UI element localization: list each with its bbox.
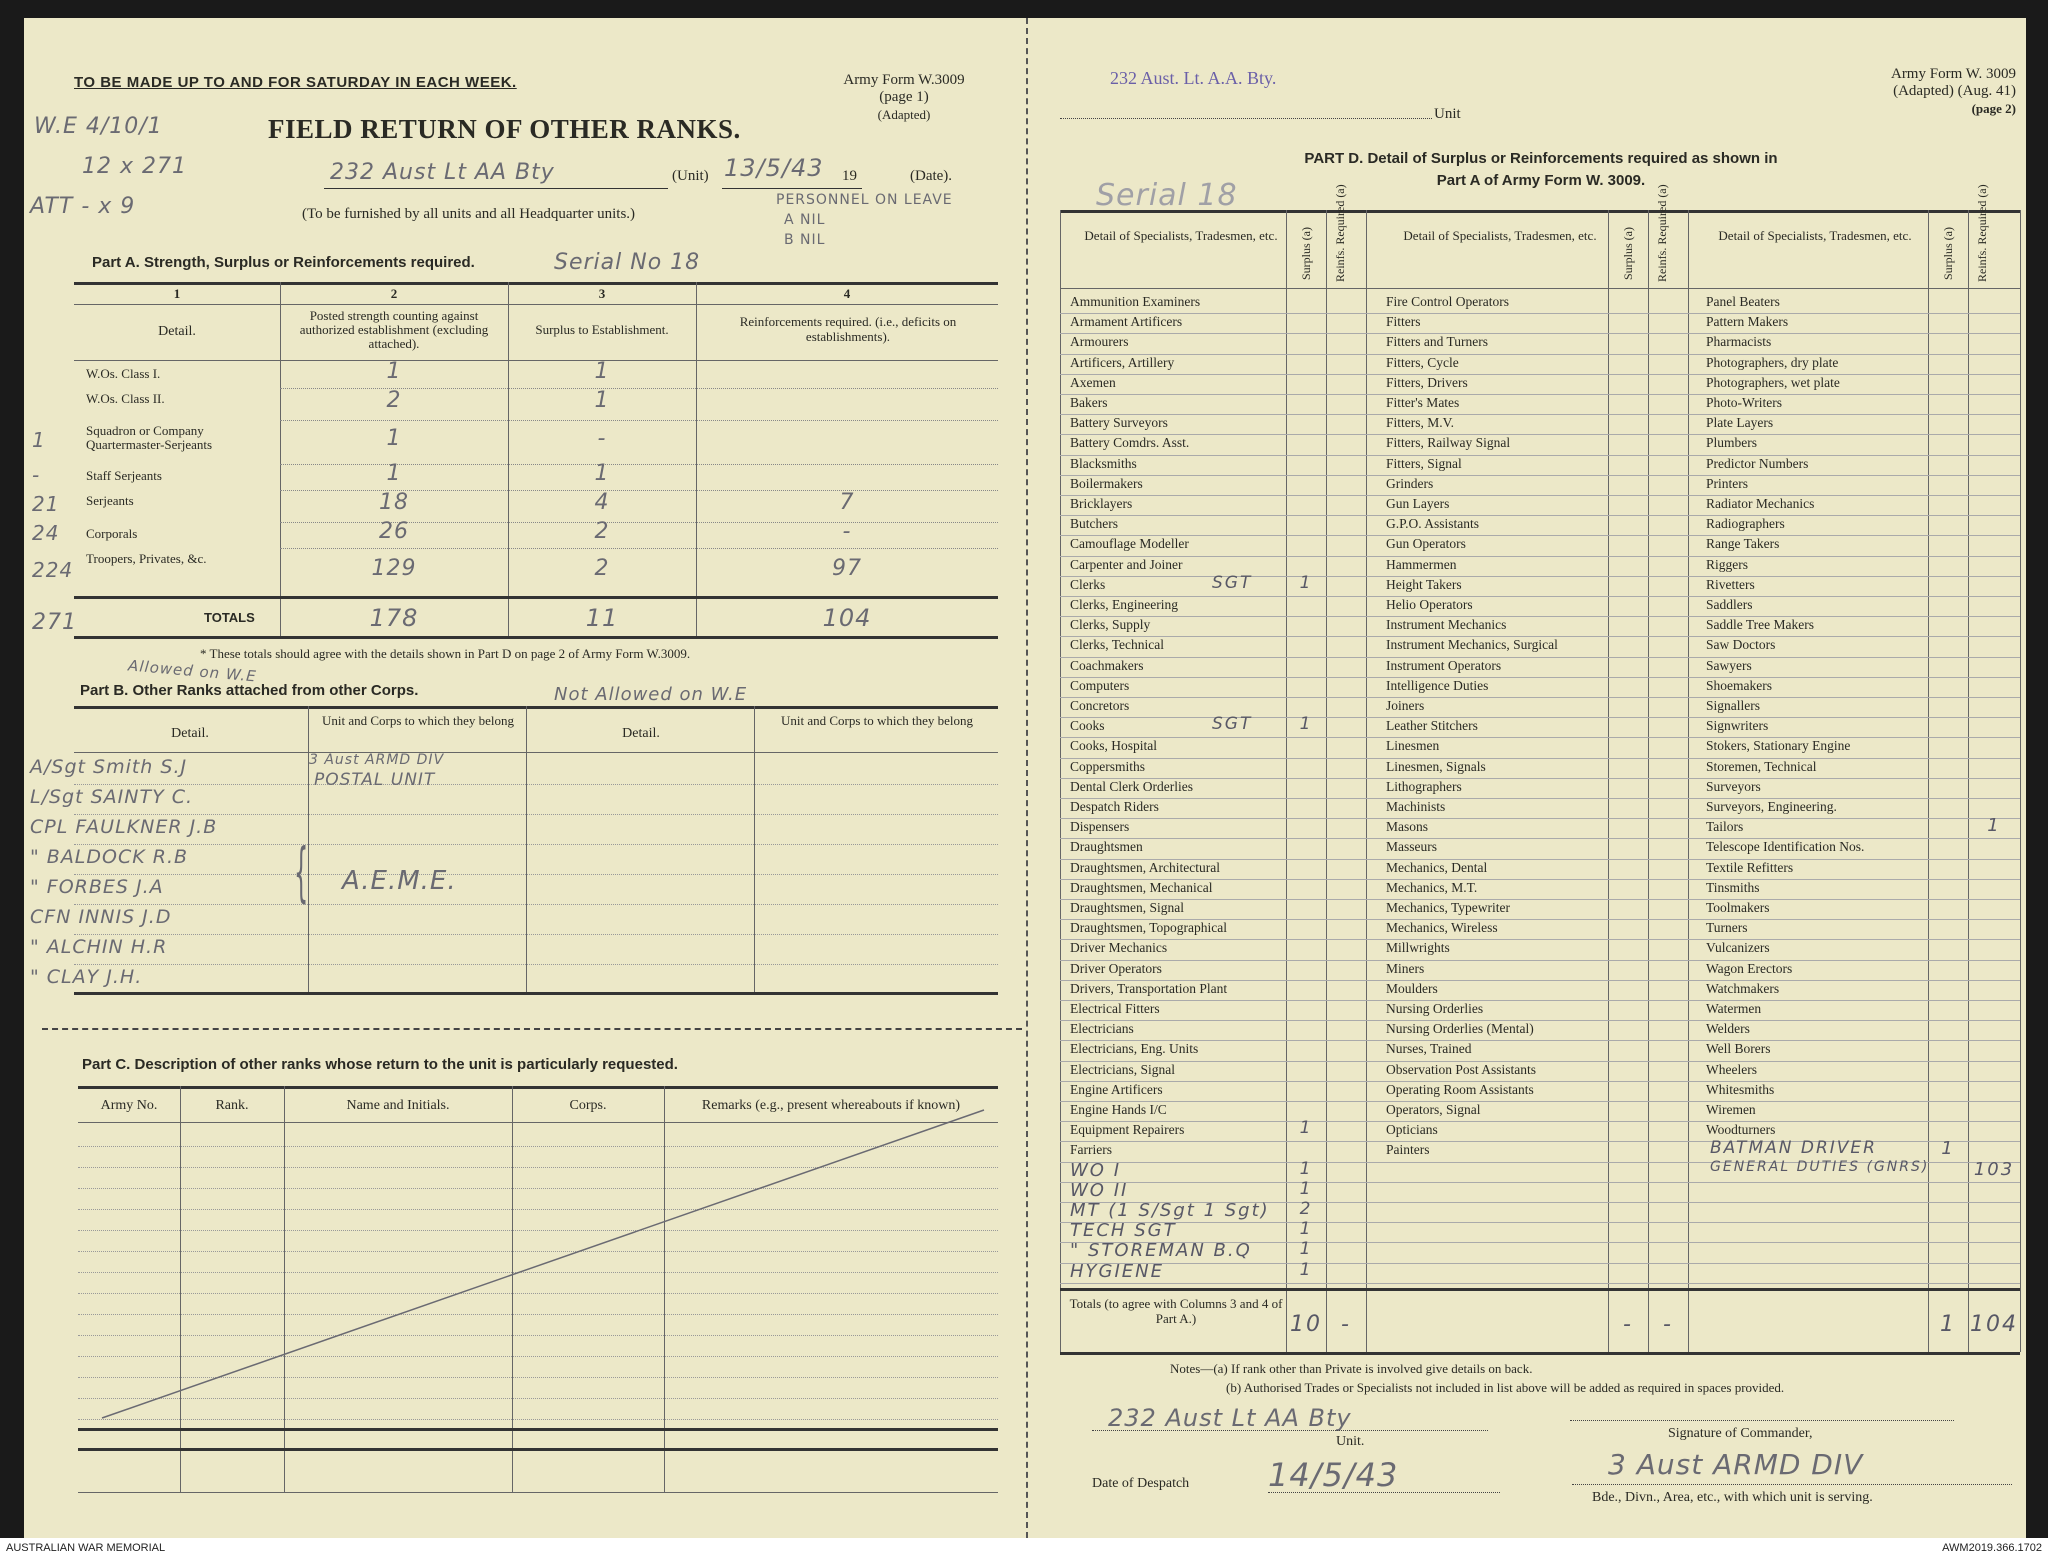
row-margin-note: 21 <box>32 492 60 516</box>
trade-surplus: 1 <box>1299 1219 1313 1240</box>
unit-label-2: Unit <box>1434 106 1461 122</box>
page-number: (page 1) <box>879 89 929 105</box>
row-posted: 129 <box>371 556 417 581</box>
part-d-subtitle: Part A of Army Form W. 3009. <box>1436 172 1646 189</box>
trade-col1: Draughtsmen <box>1070 839 1143 855</box>
trade-col3: Watermen <box>1706 1001 1762 1016</box>
extra-trade-col1: TECH SGT <box>1070 1220 1177 1242</box>
trade-col1: Cooks <box>1070 718 1105 734</box>
trade-col1: Concretors <box>1070 698 1130 713</box>
trade-col1: Computers <box>1070 677 1130 693</box>
part-b-header-unit-2: Unit and Corps to which they belong <box>780 713 974 728</box>
page-1 <box>24 18 1018 1538</box>
trade-col3: Shoemakers <box>1706 677 1772 693</box>
trade-surplus: 2 <box>1299 1199 1313 1219</box>
trade-col3: Wheelers <box>1706 1061 1757 1077</box>
extra-trade-col3: BATMAN DRIVER <box>1710 1138 1877 1159</box>
adapted-label-2: (Adapted) (Aug. 41) <box>1893 83 2016 99</box>
detail-header: Detail of Specialists, Tradesmen, etc. <box>1718 228 1912 243</box>
page-2 <box>1036 18 2026 1538</box>
part-b-unit-2: POSTAL UNIT <box>314 770 436 790</box>
col-num-1: 1 <box>173 286 181 301</box>
row-detail: Squadron or Company Quartermaster-Serjeants <box>86 423 213 452</box>
trade-col2: Height Takers <box>1386 576 1462 592</box>
trade-col1: Battery Surveyors <box>1070 415 1168 431</box>
trade-col3: Vulcanizers <box>1706 940 1770 956</box>
attached-entry: A/Sgt Smith S.J <box>30 756 188 778</box>
page-title: FIELD RETURN OF OTHER RANKS. <box>268 114 741 144</box>
totals-posted: 178 <box>369 604 419 632</box>
trade-col2: Instrument Mechanics <box>1386 617 1507 633</box>
margin-note-strength: 12 x 271 <box>82 154 187 179</box>
trade-col3: Toolmakers <box>1706 900 1770 915</box>
trade-col3: Stokers, Stationary Engine <box>1706 738 1851 754</box>
row-detail: Staff Serjeants <box>86 468 162 483</box>
division-handwritten: 3 Aust ARMD DIV <box>1608 1448 1864 1481</box>
footer-right: AWM2019.366.1702 <box>1942 1542 2042 1554</box>
extra-trade-col3: GENERAL DUTIES (GNRS) <box>1710 1158 1930 1175</box>
trade-col2: Fitter's Mates <box>1386 395 1460 410</box>
trade-col2: Linesmen, Signals <box>1386 758 1486 774</box>
row-detail: Serjeants <box>86 493 134 508</box>
total-value: 104 <box>1970 1312 2018 1337</box>
trade-col2: Gun Layers <box>1386 496 1450 511</box>
trade-col2: Nursing Orderlies (Mental) <box>1386 1021 1534 1037</box>
attached-entry: L/Sgt SAINTY C. <box>30 786 194 808</box>
col-num-4: 4 <box>843 286 851 301</box>
page-number-2: (page 2) <box>1971 101 2016 116</box>
trade-col1: Dispensers <box>1070 819 1130 835</box>
trade-col3: Tinsmiths <box>1706 879 1760 895</box>
total-value: - <box>1341 1312 1351 1337</box>
trade-col3: Range Takers <box>1706 536 1780 552</box>
trade-col1: Clerks <box>1070 576 1106 592</box>
trade-col3: Saw Doctors <box>1706 637 1776 653</box>
trade-col1: Camouflage Modeller <box>1070 536 1189 552</box>
header-surplus: Surplus to Establishment. <box>535 322 669 337</box>
total-value: - <box>1663 1312 1673 1337</box>
trade-col3: Photographers, dry plate <box>1706 354 1839 370</box>
trade-surplus: 1 <box>1299 1239 1313 1260</box>
despatch-label: Date of Despatch <box>1092 1476 1190 1491</box>
row-surplus: - <box>597 426 607 451</box>
trade-col2: G.P.O. Assistants <box>1386 516 1480 532</box>
trade-col3: Signallers <box>1706 698 1760 713</box>
trade-col3: Signwriters <box>1706 718 1769 734</box>
part-d-title: PART D. Detail of Surplus or Reinforcements required as shown in <box>1304 150 1778 167</box>
row-detail: W.Os. Class I. <box>86 366 161 381</box>
part-b-header-detail-2: Detail. <box>622 726 660 741</box>
attached-entry: CPL FAULKNER J.B <box>30 816 218 838</box>
extra-trade-col1: MT (1 S/Sgt 1 Sgt) <box>1070 1200 1270 1221</box>
row-margin-note: 24 <box>32 521 60 545</box>
trade-col2: Joiners <box>1386 698 1425 713</box>
col-num-3: 3 <box>598 286 606 301</box>
trade-col2: Millwrights <box>1386 940 1450 956</box>
trade-col2: Fitters, Drivers <box>1386 374 1468 390</box>
row-reinforcements: - <box>842 519 852 544</box>
part-c-header-corps: Corps. <box>569 1098 607 1113</box>
trade-col1: Armourers <box>1070 334 1129 350</box>
trade-col2: Grinders <box>1386 475 1434 491</box>
row-margin-note: 1 <box>32 428 46 452</box>
trade-col2: Operating Room Assistants <box>1386 1081 1534 1097</box>
form-sheet <box>24 18 2026 1538</box>
trade-col2: Moulders <box>1386 980 1438 996</box>
header-detail: Detail. <box>158 324 196 339</box>
extra-trade-col1: WO II <box>1070 1179 1129 1201</box>
trade-col2: Fitters, Signal <box>1386 455 1462 471</box>
part-c-header-name: Name and Initials. <box>346 1098 450 1113</box>
trade-col3: Pharmacists <box>1706 334 1772 350</box>
trade-col1: Electrical Fitters <box>1070 1001 1160 1016</box>
trade-note: SGT <box>1212 714 1253 735</box>
trade-col2: Helio Operators <box>1386 597 1473 612</box>
trade-surplus: 1 <box>1299 1178 1313 1199</box>
leave-note: PERSONNEL ON LEAVE <box>776 192 953 208</box>
trade-surplus: 1 <box>1299 1158 1313 1179</box>
trade-col1: Drivers, Transportation Plant <box>1070 980 1228 996</box>
trade-col2: Machinists <box>1386 799 1446 814</box>
trade-col3: Saddlers <box>1706 597 1753 612</box>
trade-col1: Butchers <box>1070 516 1118 532</box>
trade-col1: Coachmakers <box>1070 657 1144 673</box>
trade-col3: Storemen, Technical <box>1706 758 1817 774</box>
part-b-title: Part B. Other Ranks attached from other Corps. <box>80 682 419 699</box>
trade-col3: Panel Beaters <box>1706 294 1780 309</box>
trade-col1: Equipment Repairers <box>1070 1122 1185 1138</box>
trade-col1: Clerks, Technical <box>1070 637 1165 653</box>
trade-col3: Plate Layers <box>1706 415 1774 431</box>
row-posted: 1 <box>386 359 402 384</box>
trade-col3: Well Borers <box>1706 1041 1771 1057</box>
trade-col2: Masons <box>1386 819 1429 835</box>
part-c-header-remarks: Remarks (e.g., present whereabouts if known) <box>701 1098 961 1113</box>
part-c-header-rank: Rank. <box>215 1098 249 1113</box>
trade-col3: Pattern Makers <box>1706 314 1789 330</box>
trade-col3: Surveyors <box>1706 778 1761 794</box>
attached-entry: CFN INNIS J.D <box>30 906 172 928</box>
trade-col3: Textile Refitters <box>1706 859 1794 875</box>
totals-margin: 271 <box>32 610 77 635</box>
row-margin-note: 224 <box>32 558 74 582</box>
trade-col2: Leather Stitchers <box>1386 718 1478 734</box>
furnished-note: (To be furnished by all units and all Headquarter units.) <box>302 206 636 222</box>
surplus-header: Surplus (a) <box>1941 227 1955 280</box>
part-b-header-detail: Detail. <box>171 726 209 741</box>
detail-header: Detail of Specialists, Tradesmen, etc. <box>1403 228 1597 243</box>
trade-col3: Printers <box>1706 475 1748 491</box>
unit-signature-label: Unit. <box>1336 1434 1365 1449</box>
trade-col1: Farriers <box>1070 1142 1112 1158</box>
footer-left: AUSTRALIAN WAR MEMORIAL <box>6 1542 166 1554</box>
trade-col2: Nurses, Trained <box>1386 1041 1472 1057</box>
row-surplus: 1 <box>594 388 610 413</box>
not-allowed-note: Not Allowed on W.E <box>554 684 748 705</box>
trade-col3: Watchmakers <box>1706 980 1780 996</box>
trade-col2: Miners <box>1386 960 1425 976</box>
part-a-title: Part A. Strength, Surplus or Reinforcements required. <box>92 254 475 271</box>
attached-entry: " BALDOCK R.B <box>30 846 189 868</box>
row-posted: 1 <box>386 426 402 451</box>
trade-col2: Fire Control Operators <box>1386 294 1509 309</box>
trade-col1: Axemen <box>1070 374 1116 390</box>
trade-surplus: 1 <box>1299 1118 1313 1139</box>
row-posted: 26 <box>379 519 409 544</box>
trade-col2: Mechanics, Dental <box>1386 859 1488 875</box>
unit-stamp: 232 Aust. Lt. A.A. Bty. <box>1110 68 1277 88</box>
trade-col2: Observation Post Assistants <box>1386 1061 1537 1077</box>
trade-col3: Photo-Writers <box>1706 395 1782 410</box>
reinfs-header: Reinfs. Required (a) <box>1655 184 1669 282</box>
row-reinforcements: 97 <box>832 556 862 581</box>
allowed-note: Allowed on W.E <box>127 656 258 686</box>
trade-surplus: 1 <box>1299 1259 1313 1280</box>
total-value: 1 <box>1940 1312 1956 1337</box>
row-posted: 1 <box>386 461 402 486</box>
trade-col3: Welders <box>1706 1021 1750 1037</box>
serial-handwritten-2: Serial 18 <box>1096 178 1238 213</box>
trade-col2: Fitters and Turners <box>1386 334 1489 350</box>
trade-col3: Predictor Numbers <box>1706 455 1809 471</box>
archive-footer <box>0 1538 2048 1559</box>
part-c-header-army-no: Army No. <box>100 1098 158 1113</box>
despatch-date: 14/5/43 <box>1268 1456 1399 1494</box>
row-detail: Corporals <box>86 526 138 541</box>
row-surplus: 2 <box>594 556 610 581</box>
trade-col3: Surveyors, Engineering. <box>1706 799 1837 814</box>
trade-col1: Cooks, Hospital <box>1070 738 1158 754</box>
trade-col2: Linesmen <box>1386 738 1440 754</box>
row-margin-note: - <box>32 463 41 487</box>
serial-handwritten: Serial No 18 <box>554 250 701 275</box>
trade-col1: Armament Artificers <box>1070 314 1183 330</box>
trade-col1: Draughtsmen, Architectural <box>1070 859 1220 875</box>
detail-header: Detail of Specialists, Tradesmen, etc. <box>1084 228 1278 243</box>
part-b-unit-1: 3 Aust ARMD DIV <box>309 752 445 768</box>
trade-col2: Masseurs <box>1386 839 1437 855</box>
trade-col3: Wagon Erectors <box>1706 960 1793 976</box>
extra-trade-col1: HYGIENE <box>1070 1260 1164 1282</box>
trade-col2: Instrument Mechanics, Surgical <box>1386 637 1558 653</box>
trade-col2: Fitters <box>1386 314 1421 330</box>
totals-surplus: 11 <box>585 604 619 632</box>
trade-col2: Fitters, Cycle <box>1386 354 1459 370</box>
trade-col1: Draughtsmen, Mechanical <box>1070 879 1213 895</box>
trade-col3: Photographers, wet plate <box>1706 374 1840 390</box>
row-surplus: 1 <box>594 359 610 384</box>
trade-col3: Riggers <box>1706 556 1748 572</box>
trade-col2: Mechanics, Wireless <box>1386 920 1498 936</box>
trade-col3: Wiremen <box>1706 1102 1756 1117</box>
surplus-header: Surplus (a) <box>1621 227 1635 280</box>
row-detail: W.Os. Class II. <box>86 391 165 406</box>
trade-col1: Carpenter and Joiner <box>1070 556 1183 572</box>
trade-col2: Lithographers <box>1386 778 1462 794</box>
signature-label: Signature of Commander, <box>1668 1426 1813 1441</box>
trade-col3: Rivetters <box>1706 576 1755 592</box>
trade-col1: Electricians <box>1070 1021 1134 1037</box>
trade-col2: Fitters, M.V. <box>1386 415 1455 431</box>
attached-entry: " CLAY J.H. <box>30 966 143 988</box>
margin-note-we: W.E 4/10/1 <box>34 114 163 139</box>
row-posted: 18 <box>379 490 409 515</box>
leave-b: B NIL <box>784 232 826 248</box>
trade-note: SGT <box>1212 572 1253 593</box>
unit-label: (Unit) <box>672 168 709 184</box>
date-handwritten: 13/5/43 <box>724 154 824 182</box>
header-posted: Posted strength counting against authorized establishment (excluding attached). <box>299 308 489 351</box>
row-reinforcements: 7 <box>839 490 855 515</box>
total-value: 10 <box>1290 1312 1322 1337</box>
extra-trade-col1: WO I <box>1070 1159 1121 1181</box>
trade-col1: Dental Clerk Orderlies <box>1070 778 1193 794</box>
trade-col3: Whitesmiths <box>1706 1081 1775 1097</box>
totals-label-2: Totals (to agree with Columns 3 and 4 of Part A.) <box>1069 1296 1283 1326</box>
reinfs-header: Reinfs. Required (a) <box>1333 184 1347 282</box>
part-c-title: Part C. Description of other ranks whose return to the unit is particularly requested. <box>82 1056 678 1073</box>
trade-col2: Nursing Orderlies <box>1386 1001 1484 1016</box>
brace-mark: { <box>294 836 309 910</box>
trade-col3: Woodturners <box>1706 1122 1776 1138</box>
trade-col1: Draughtsmen, Topographical <box>1070 920 1228 936</box>
trade-col3: Plumbers <box>1706 435 1758 451</box>
trade-surplus: 1 <box>1299 572 1313 593</box>
margin-note-att: ATT - x 9 <box>30 194 136 219</box>
extra-trade-col1: " STOREMAN B.Q <box>1070 1240 1252 1262</box>
total-value: - <box>1623 1312 1633 1337</box>
trade-col3: Radiographers <box>1706 516 1785 532</box>
trade-col2: Fitters, Railway Signal <box>1386 435 1511 451</box>
division-label: Bde., Divn., Area, etc., with which unit is serving. <box>1592 1490 1873 1505</box>
attached-entry: " FORBES J.A <box>30 876 164 898</box>
top-instruction: TO BE MADE UP TO AND FOR SATURDAY IN EACH WEEK. <box>74 74 517 91</box>
trade-col1: Coppersmiths <box>1070 758 1146 774</box>
trade-surplus: 1 <box>1299 714 1313 735</box>
trade-col1: Electricians, Signal <box>1070 1061 1175 1077</box>
form-number-2: Army Form W. 3009 <box>1890 66 2016 82</box>
trade-col1: Bricklayers <box>1070 496 1133 511</box>
trade-reinf-col3: 1 <box>1987 815 2001 837</box>
trade-col3: Radiator Mechanics <box>1706 496 1815 511</box>
trade-col1: Despatch Riders <box>1070 799 1159 814</box>
trade-col3: Tailors <box>1706 819 1744 835</box>
date-label: (Date). <box>910 168 953 184</box>
trade-col1: Driver Mechanics <box>1070 940 1168 956</box>
header-reinforcements: Reinforcements required. (i.e., deficits on establishments). <box>739 314 957 344</box>
row-surplus: 1 <box>594 461 610 486</box>
trade-col1: Ammunition Examiners <box>1070 294 1201 309</box>
part-a-footnote: * These totals should agree with the details shown in Part D on page 2 of Army Form W.3009. <box>200 646 691 661</box>
row-detail: Troopers, Privates, &c. <box>86 551 207 566</box>
trade-col1: Clerks, Supply <box>1070 617 1151 633</box>
trade-col2: Instrument Operators <box>1386 657 1502 673</box>
trade-col3: Turners <box>1706 920 1748 936</box>
totals-label: TOTALS <box>204 610 255 625</box>
trade-col1: Battery Comdrs. Asst. <box>1070 435 1190 451</box>
trade-col2: Mechanics, M.T. <box>1386 879 1478 895</box>
adapted-label: (Adapted) <box>877 107 931 122</box>
leave-a: A NIL <box>784 212 826 228</box>
row-posted: 2 <box>386 388 402 413</box>
totals-reinforcements: 104 <box>822 604 872 632</box>
trade-col1: Engine Hands I/C <box>1070 1102 1167 1117</box>
trade-col2: Painters <box>1386 1142 1430 1158</box>
year-prefix: 19 <box>842 168 857 184</box>
trade-col2: Operators, Signal <box>1386 1102 1481 1117</box>
col-num-2: 2 <box>390 286 398 301</box>
part-b-header-unit: Unit and Corps to which they belong <box>321 713 515 728</box>
trade-surplus-col3: 1 <box>1941 1138 1955 1160</box>
row-surplus: 4 <box>594 490 610 515</box>
trade-col3: Telescope Identification Nos. <box>1706 839 1865 855</box>
notes-b: (b) Authorised Trades or Specialists not included in list above will be added as required in spaces provided. <box>1226 1380 1785 1395</box>
trade-col2: Hammermen <box>1386 556 1457 572</box>
trade-col1: Artificers, Artillery <box>1070 354 1175 370</box>
trade-reinf-col3: 103 <box>1973 1158 2015 1180</box>
notes-a: Notes—(a) If rank other than Private is involved give details on back. <box>1170 1361 1533 1376</box>
trade-col1: Bakers <box>1070 395 1108 410</box>
attached-entry: " ALCHIN H.R <box>30 936 168 958</box>
trade-col1: Boilermakers <box>1070 475 1143 491</box>
unit-handwritten: 232 Aust Lt AA Bty <box>330 160 555 185</box>
trade-col1: Clerks, Engineering <box>1070 597 1178 612</box>
trade-col3: Saddle Tree Makers <box>1706 617 1814 633</box>
part-c-strike-line <box>24 18 1018 1538</box>
row-surplus: 2 <box>594 519 610 544</box>
trade-col3: Sawyers <box>1706 657 1752 673</box>
surplus-header: Surplus (a) <box>1299 227 1313 280</box>
form-number: Army Form W.3009 <box>843 72 965 88</box>
trade-col1: Blacksmiths <box>1070 455 1137 471</box>
unit-signature: 232 Aust Lt AA Bty <box>1108 1404 1352 1432</box>
trade-col2: Opticians <box>1386 1122 1438 1138</box>
trade-col1: Driver Operators <box>1070 960 1162 976</box>
page-fold <box>1026 18 1028 1538</box>
trade-col2: Gun Operators <box>1386 536 1466 552</box>
trade-col1: Electricians, Eng. Units <box>1070 1041 1199 1057</box>
trade-col2: Mechanics, Typewriter <box>1386 900 1511 915</box>
trade-col2: Intelligence Duties <box>1386 677 1489 693</box>
reinfs-header: Reinfs. Required (a) <box>1975 184 1989 282</box>
part-b-aeme: A.E.M.E. <box>342 866 457 896</box>
trade-col1: Draughtsmen, Signal <box>1070 900 1184 915</box>
trade-col1: Engine Artificers <box>1070 1081 1163 1097</box>
